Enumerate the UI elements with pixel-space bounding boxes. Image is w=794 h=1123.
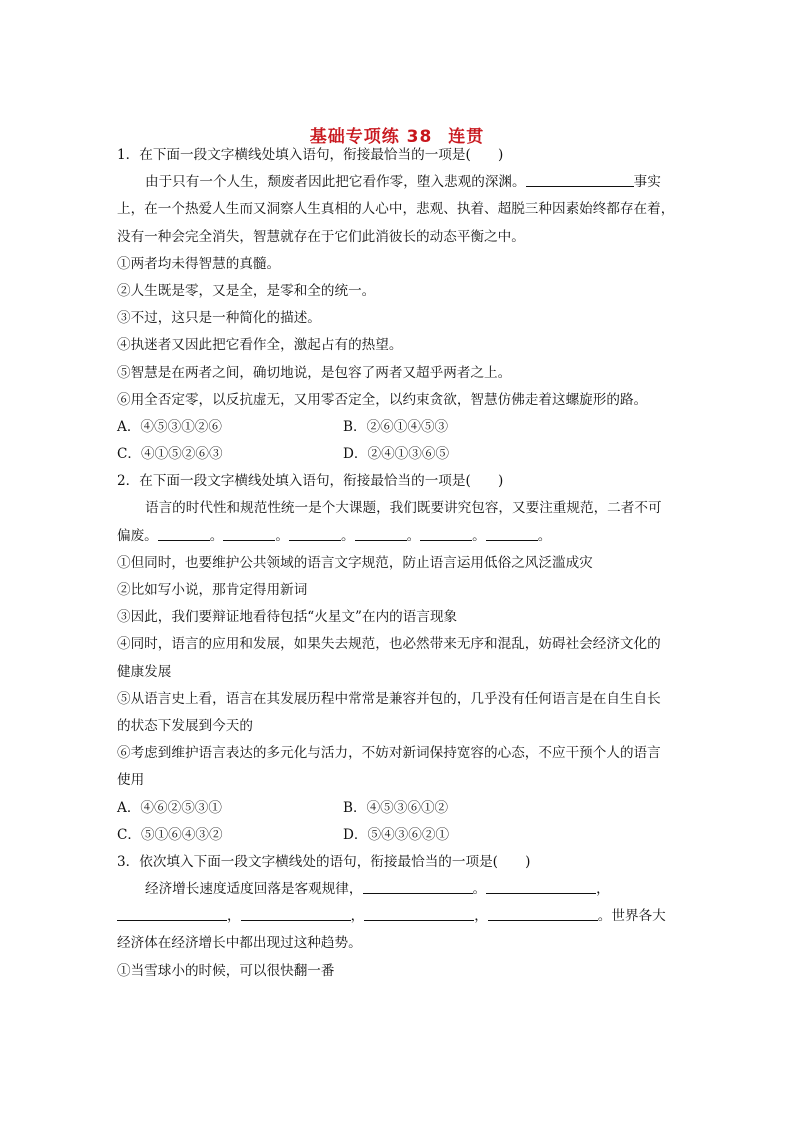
question-1-stem: 1．在下面一段文字横线处填入语句，衔接最恰当的一项是( ) xyxy=(117,147,504,163)
answer-blank[interactable] xyxy=(223,526,275,541)
punctuation: 。 xyxy=(537,527,552,544)
question-1-passage-line: 上，在一个热爱人生而又洞察人生真相的人心中，悲观、执着、超脱三种因素始终都存在着， xyxy=(117,201,675,218)
question-3-passage-line xyxy=(117,903,679,930)
answer-blank[interactable] xyxy=(289,526,341,541)
answer-blank[interactable] xyxy=(117,906,227,921)
option-item: ⑤智慧是在两者之间，确切地说，是包容了两者又超乎两者之上。 xyxy=(117,364,512,381)
option-item: ①两者均未得智慧的真髓。 xyxy=(117,255,281,272)
choice-row xyxy=(117,414,679,441)
passage-text: 经济增长速度适度回落是客观规律， xyxy=(145,881,363,898)
question-2-passage-line xyxy=(117,523,679,550)
punctuation: 。 xyxy=(209,527,224,544)
answer-blank[interactable] xyxy=(486,879,596,894)
option-item: ④执迷者又因此把它看作全，激起占有的热望。 xyxy=(117,337,403,354)
punctuation: ， xyxy=(227,908,241,925)
choice-d[interactable]: D．②④①③⑥⑤ xyxy=(343,446,450,463)
punctuation: 。 xyxy=(275,527,289,544)
answer-blank[interactable] xyxy=(526,172,634,187)
choice-c[interactable]: C．④①⑤②⑥③ xyxy=(117,446,223,463)
passage-text: 事实 xyxy=(633,174,661,191)
punctuation: ， xyxy=(596,881,610,898)
answer-blank[interactable] xyxy=(488,906,598,921)
answer-blank[interactable] xyxy=(355,526,407,541)
option-item-continued: 的状态下发展到今天的 xyxy=(117,717,253,734)
punctuation: 。 xyxy=(340,527,355,544)
option-item: ⑥考虑到维护语言表达的多元化与活力，不妨对新词保持宽容的心态，不应干预个人的语言 xyxy=(117,745,661,762)
question-3-passage-line xyxy=(117,876,679,903)
answer-blank[interactable] xyxy=(241,906,351,921)
passage-text: 。世界各大 xyxy=(597,908,666,925)
choice-b[interactable]: B．④⑤③⑥①② xyxy=(343,799,449,816)
option-item: ⑥用全否定零，以反抗虚无，又用零否定全，以约束贪欲，智慧仿佛走着这螺旋形的路。 xyxy=(117,391,648,408)
title-sub: 连贯 xyxy=(448,127,485,147)
passage-text: 偏废。 xyxy=(117,527,158,544)
document-body xyxy=(117,142,679,985)
option-item: ①当雪球小的时候，可以很快翻一番 xyxy=(117,962,335,979)
option-item-continued: 健康发展 xyxy=(117,663,172,680)
choice-a[interactable]: A．④⑤③①②⑥ xyxy=(117,418,222,435)
title-main: 基础专项练 38 xyxy=(309,127,433,147)
choice-d[interactable]: D．⑤④③⑥②① xyxy=(343,826,450,843)
choice-c[interactable]: C．⑤①⑥④③② xyxy=(117,826,223,843)
answer-blank[interactable] xyxy=(158,526,210,541)
punctuation: ， xyxy=(474,908,488,925)
choice-row xyxy=(117,441,679,468)
question-3-stem: 3．依次填入下面一段文字横线处的语句，衔接最恰当的一项是( ) xyxy=(117,853,531,870)
answer-blank[interactable] xyxy=(486,526,538,541)
question-2-passage-line: 语言的时代性和规范性统一是个大课题，我们既要讲究包容，又要注重规范，二者不可 xyxy=(145,500,662,517)
question-2-stem: 2．在下面一段文字横线处填入语句，衔接最恰当的一项是( ) xyxy=(117,473,504,490)
option-item-continued: 使用 xyxy=(117,772,145,789)
punctuation: ， xyxy=(350,908,365,925)
option-item: ①但同时，也要维护公共领域的语言文字规范，防止语言运用低俗之风泛滥成灾 xyxy=(117,554,593,571)
option-item: ③不过，这只是一种简化的描述。 xyxy=(117,310,321,327)
option-item: ⑤从语言史上看，语言在其发展历程中常常是兼容并包的，几乎没有任何语言是在自生自长 xyxy=(117,690,661,707)
passage-text: 由于只有一个人生，颓废者因此把它看作零，堕入悲观的深渊。 xyxy=(145,174,526,191)
option-item: ③因此，我们要辩证地看待包括“火星文”在内的语言现象 xyxy=(117,609,458,626)
option-item: ②人生既是零，又是全，是零和全的统一。 xyxy=(117,282,376,299)
choice-row xyxy=(117,795,679,822)
punctuation: 。 xyxy=(406,527,421,544)
question-1-passage-line: 没有一种会完全消失，智慧就存在于它们此消彼长的动态平衡之中。 xyxy=(117,228,525,245)
option-item: ②比如写小说，那肯定得用新词 xyxy=(117,582,308,598)
answer-blank[interactable] xyxy=(420,526,472,541)
punctuation: 。 xyxy=(472,527,486,544)
answer-blank[interactable] xyxy=(363,879,473,894)
answer-blank[interactable] xyxy=(364,906,474,921)
question-3-passage-line: 经济体在经济增长中都出现过这种趋势。 xyxy=(117,935,362,952)
punctuation: 。 xyxy=(472,881,487,898)
choice-a[interactable]: A．④⑥②⑤③① xyxy=(117,799,222,816)
choice-b[interactable]: B．②⑥①④⑤③ xyxy=(343,418,449,435)
choice-row xyxy=(117,822,679,849)
option-item: ④同时，语言的应用和发展，如果失去规范，也必然带来无序和混乱，妨碍社会经济文化的 xyxy=(117,636,661,653)
question-1-passage-line xyxy=(117,169,679,196)
